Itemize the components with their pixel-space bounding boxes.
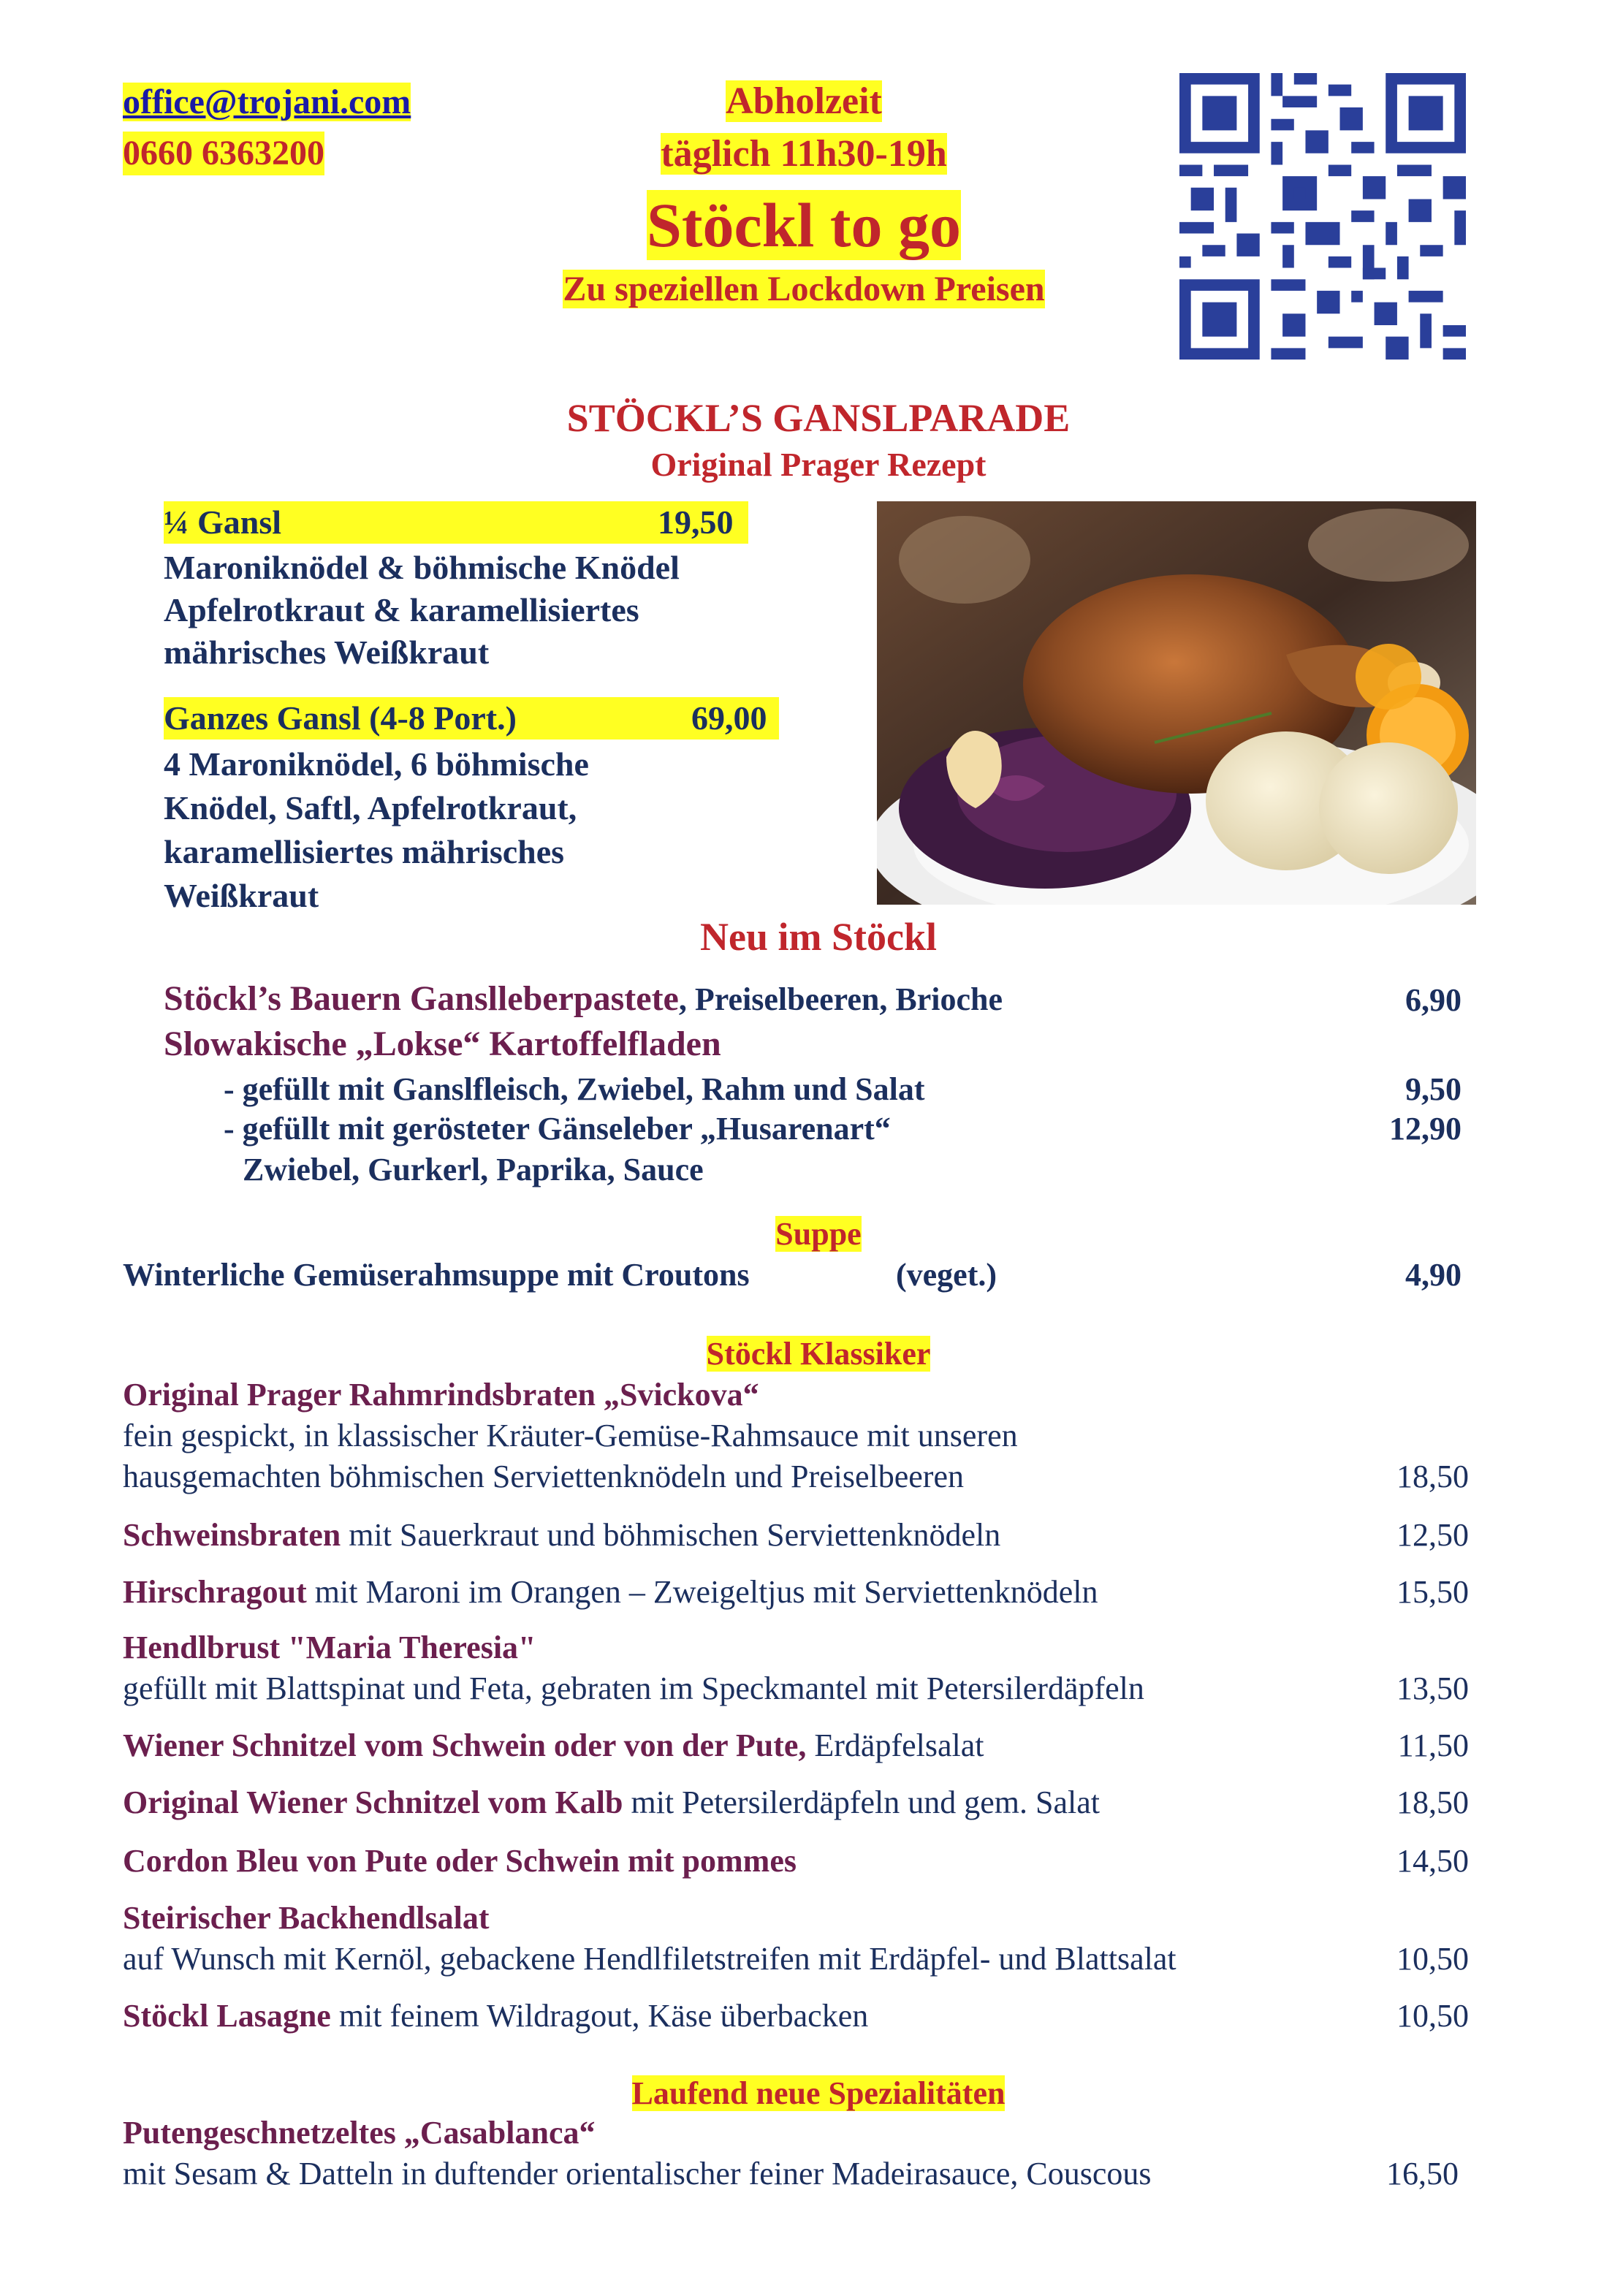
casablanca-price: 16,50 — [1386, 2156, 1459, 2192]
lasagne-price: 10,50 — [1396, 1998, 1469, 2034]
hendlbrust-price: 13,50 — [1396, 1670, 1469, 1706]
gansl-heading: STÖCKL’S GANSLPARADE — [566, 396, 1071, 440]
quarter-desc-line: mährisches Weißkraut — [164, 634, 490, 671]
page-title-wrap — [512, 189, 1096, 262]
svickova-name: Original Prager Rahmrindsbraten „Svickova“ — [123, 1377, 759, 1413]
pastete-name: Stöckl’s Bauern Ganslleberpastete — [164, 979, 679, 1018]
hirschragout-price: 15,50 — [1396, 1574, 1469, 1610]
quarter-desc-line: Apfelrotkraut & karamellisiertes — [164, 591, 639, 628]
quarter-gansl-price: 19,50 — [658, 503, 734, 541]
whole-gansl-row — [164, 697, 779, 740]
schweinsbraten-price: 12,50 — [1396, 1517, 1469, 1553]
lokse-option-2-price: 12,90 — [1389, 1111, 1462, 1147]
lokse-option-2-extra: Zwiebel, Gurkerl, Paprika, Sauce — [243, 1152, 704, 1187]
schweinsbraten-name: Schweinsbraten — [123, 1517, 341, 1553]
roast-goose-photo — [877, 501, 1476, 905]
suppe-heading-wrap — [468, 1214, 1169, 1254]
cordon-bleu-name: Cordon Bleu von Pute oder Schwein mit pommes — [123, 1843, 797, 1879]
pastete-price: 6,90 — [1405, 982, 1462, 1018]
schweinsbraten-desc: mit Sauerkraut und böhmischen Serviettenknödeln — [341, 1517, 1001, 1553]
page-subtitle: Zu speziellen Lockdown Preisen — [563, 270, 1045, 308]
whole-gansl-price: 69,00 — [691, 699, 767, 737]
qr-code-icon — [1177, 73, 1469, 360]
kalb-schnitzel-desc: mit Petersilerdäpfeln und gem. Salat — [623, 1784, 1100, 1820]
lasagne-row — [123, 1996, 868, 2036]
gansl-subheading: Original Prager Rezept — [650, 446, 987, 483]
quarter-gansl-desc — [164, 547, 680, 674]
wiener-schnitzel-price: 11,50 — [1397, 1727, 1469, 1763]
lasagne-desc: mit feinem Wildragout, Käse überbacken — [330, 1998, 869, 2034]
wiener-schnitzel-row — [123, 1726, 984, 1765]
suppe-name: Winterliche Gemüserahmsuppe mit Croutons — [123, 1257, 750, 1293]
lokse-name: Slowakische „Lokse“ Kartoffelfladen — [164, 1025, 721, 1063]
subtitle-wrap — [512, 267, 1096, 311]
wiener-schnitzel-name: Wiener Schnitzel vom Schwein oder von der Pute, — [123, 1727, 807, 1763]
contact-email[interactable] — [123, 80, 411, 124]
suppe-tag: (veget.) — [896, 1257, 997, 1293]
backhendlsalat-desc: auf Wunsch mit Kernöl, gebackene Hendlfiletstreifen mit Erdäpfel- und Blattsalat — [123, 1941, 1177, 1977]
quarter-desc-line: Maroniknödel & böhmische Knödel — [164, 549, 680, 586]
neu-heading: Neu im Stöckl — [700, 915, 937, 959]
wiener-schnitzel-desc: Erdäpfelsalat — [806, 1727, 984, 1763]
hirschragout-desc: mit Maroni im Orangen – Zweigeltjus mit Serviettenknödeln — [306, 1574, 1098, 1610]
quarter-gansl-name: ¼ Gansl — [164, 503, 282, 541]
kalb-schnitzel-price: 18,50 — [1396, 1784, 1469, 1820]
contact-phone: 0660 6363200 — [123, 132, 324, 175]
pickup-hours-wrap — [512, 132, 1096, 177]
spezial-heading: Laufend neue Spezialitäten — [631, 2075, 1006, 2111]
email-link[interactable]: office@trojani.com — [123, 83, 411, 121]
suppe-price: 4,90 — [1405, 1257, 1462, 1293]
lokse-option-2: - gefüllt mit gerösteter Gänseleber „Husarenart“ — [224, 1111, 891, 1147]
spezial-heading-wrap — [468, 2074, 1169, 2113]
whole-desc-line: karamellisiertes mährisches — [164, 833, 565, 870]
quarter-gansl-row — [164, 501, 748, 544]
pickup-hours: täglich 11h30-19h — [661, 133, 947, 175]
hendlbrust-desc: gefüllt mit Blattspinat und Feta, gebraten im Speckmantel mit Petersilerdäpfeln — [123, 1670, 1144, 1706]
pickup-label-wrap — [512, 79, 1096, 124]
casablanca-desc: mit Sesam & Datteln in duftender orientalischer feiner Madeirasauce, Couscous — [123, 2156, 1152, 2192]
kalb-schnitzel-row — [123, 1783, 1100, 1822]
backhendlsalat-price: 10,50 — [1396, 1941, 1469, 1977]
lokse-option-1-price: 9,50 — [1405, 1071, 1462, 1107]
casablanca-name: Putengeschnetzeltes „Casablanca“ — [123, 2115, 596, 2151]
svickova-price: 18,50 — [1396, 1459, 1469, 1494]
svickova-desc-2: hausgemachten böhmischen Serviettenknödeln und Preiselbeeren — [123, 1459, 964, 1494]
kalb-schnitzel-name: Original Wiener Schnitzel vom Kalb — [123, 1784, 623, 1820]
whole-desc-line: Knödel, Saftl, Apfelrotkraut, — [164, 789, 577, 826]
whole-desc-line: Weißkraut — [164, 877, 319, 914]
suppe-heading: Suppe — [775, 1216, 862, 1252]
whole-desc-line: 4 Maroniknödel, 6 böhmische — [164, 745, 589, 783]
hirschragout-name: Hirschragout — [123, 1574, 307, 1610]
lasagne-name: Stöckl Lasagne — [123, 1998, 331, 2034]
klassiker-heading: Stöckl Klassiker — [706, 1336, 931, 1372]
whole-gansl-desc — [164, 742, 589, 918]
pastete-desc: , Preiselbeeren, Brioche — [678, 981, 1003, 1017]
pastete-row — [164, 978, 1003, 1021]
hendlbrust-name: Hendlbrust "Maria Theresia" — [123, 1630, 536, 1665]
whole-gansl-name: Ganzes Gansl (4-8 Port.) — [164, 699, 517, 737]
cordon-bleu-price: 14,50 — [1396, 1843, 1469, 1879]
svickova-desc-1: fein gespickt, in klassischer Kräuter-Gemüse-Rahmsauce mit unseren — [123, 1418, 1018, 1453]
hirschragout-row — [123, 1573, 1098, 1612]
pickup-label: Abholzeit — [726, 80, 882, 122]
backhendlsalat-name: Steirischer Backhendlsalat — [123, 1900, 490, 1936]
lokse-option-1: - gefüllt mit Ganslfleisch, Zwiebel, Rahm und Salat — [224, 1071, 925, 1107]
page-title: Stöckl to go — [647, 190, 961, 260]
klassiker-heading-wrap — [468, 1334, 1169, 1374]
schweinsbraten-row — [123, 1516, 1000, 1555]
